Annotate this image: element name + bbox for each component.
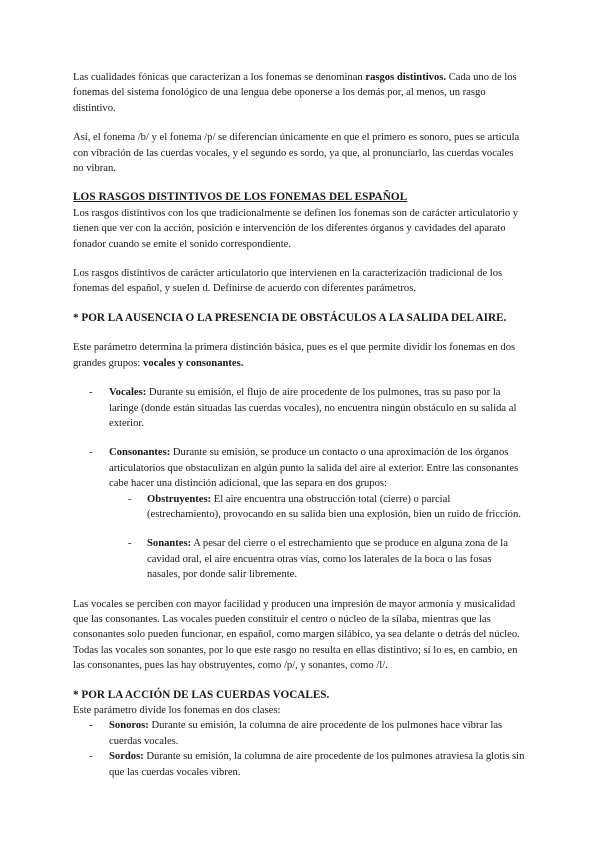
list-dash: -: [89, 447, 93, 459]
term-sordos: Sordos:: [109, 751, 144, 763]
sublist-item-sonantes: [73, 536, 525, 582]
parameters-paragraph: Los rasgos distintivos de carácter articulatorio que intervienen en la caracterización tradicional de los fonemas del español, y suelen d. Definirse de acuerdo con diferentes parámetros.: [73, 268, 503, 295]
subsection-heading-vocal-cords: * POR LA ACCIÓN DE LAS CUERDAS VOCALES.: [73, 688, 330, 701]
list-dash: -: [89, 720, 93, 732]
list-item-vocales: [73, 385, 525, 431]
intro-text-end: Cada uno de los fonemas del sistema fonológico de una lengua debe oponerse a los demás por, al menos, un rasgo distintivo.: [73, 72, 517, 114]
vowel-consonant-list: [73, 385, 525, 582]
vowels-perception-paragraph: Las vocales se perciben con mayor facilidad y producen una impresión de mayor armonía y musicalidad que las consonantes. Las vocales pueden constituir el centro o núcleo de la sílaba, mientras que las consonantes solo pueden funcionar, en español, como margen silábico, ya sea delante o detrás del núcleo. Todas las vocales son sonantes, por lo que este rasgo no resulta en ellas distintivo; sí lo es, en cambio, en las consonantes, pues las hay obstruyentes, como /p/, y sonantes, como /l/.: [73, 598, 520, 672]
term-obstruyentes: Obstruyentes:: [147, 493, 212, 505]
list-item-sonoros: [73, 718, 525, 749]
list-dash: -: [128, 538, 132, 550]
classes-intro-paragraph: Este parámetro divide los fonemas en dos clases:: [73, 705, 281, 716]
term-sonoros: Sonoros:: [109, 720, 149, 732]
voicing-list: [73, 718, 525, 780]
list-dash: -: [89, 751, 93, 763]
desc-vocales: Durante su emisión, el flujo de aire procedente de los pulmones, tras su paso por la laringe (donde están situadas las cuerdas vocales), no encuentra ningún obstáculo en su salida al exterior.: [109, 387, 517, 429]
section-heading: LOS RASGOS DISTINTIVOS DE LOS FONEMAS DEL ESPAÑOL: [73, 191, 408, 204]
term-sonantes: Sonantes:: [147, 538, 192, 550]
subsection-heading-obstacles: * POR LA AUSENCIA O LA PRESENCIA DE OBSTÁCULOS A LA SALIDA DEL AIRE.: [73, 311, 507, 324]
term-vocales: Vocales:: [109, 387, 147, 399]
basic-distinction-paragraph: [73, 340, 525, 371]
basic-distinction-text: Este parámetro determina la primera distinción básica, pues es el que permite dividir los fonemas en dos grandes grupos:: [73, 342, 516, 369]
basic-distinction-bold: vocales y consonantes.: [143, 357, 244, 369]
intro-text: Las cualidades fónicas que caracterizan a los fonemas se denominan: [73, 72, 366, 83]
desc-sordos: Durante su emisión, la columna de aire procedente de los pulmones atraviesa la glotis sin que las cuerdas vocales vibren.: [109, 751, 525, 778]
definition-paragraph: Los rasgos distintivos con los que tradicionalmente se definen los fonemas son de carácter articulatorio y tienen que ver con la acción, posición e intervención de los diferentes órganos y cavidades del aparato fonador cuando se emite el sonido correspondiente.: [73, 207, 519, 250]
list-dash: -: [128, 493, 132, 505]
term-consonantes: Consonantes:: [109, 447, 171, 459]
desc-consonantes: Durante su emisión, se produce un contacto o una aproximación de los órganos articulatorios que obstaculizan en algún punto la salida del aire al exterior. Entre las consonantes cabe hacer una distinción adicional, que las separa en dos grupos:: [109, 447, 519, 490]
list-item-sordos: [73, 749, 525, 780]
example-paragraph: Así, el fonema /b/ y el fonema /p/ se diferencian únicamente en que el primero es sonoro, pues se articula con vibración de las cuerdas vocales, y el segundo es sordo, ya que, al pronunciarlo, las cuerdas vocales no vibran.: [73, 132, 520, 175]
intro-paragraph: [73, 70, 525, 116]
desc-obstruyentes: El aire encuentra una obstrucción total (cierre) o parcial (estrechamiento), provocando en su salida bien una explosión, bien un ruido de fricción.: [147, 493, 521, 520]
list-dash: -: [89, 387, 93, 399]
desc-sonoros: Durante su emisión, la columna de aire procedente de los pulmones hace vibrar las cuerdas vocales.: [109, 720, 503, 747]
document-page: [73, 70, 525, 780]
desc-sonantes: A pesar del cierre o el estrechamiento que se produce en alguna zona de la cavidad oral, el aire encuentra otras vías, como los laterales de la boca o las fosas nasales, por donde salir libremente.: [147, 538, 508, 581]
list-item-consonantes: [73, 445, 525, 491]
sublist-item-obstruyentes: [73, 492, 525, 523]
intro-bold-term: rasgos distintivos.: [365, 72, 447, 83]
